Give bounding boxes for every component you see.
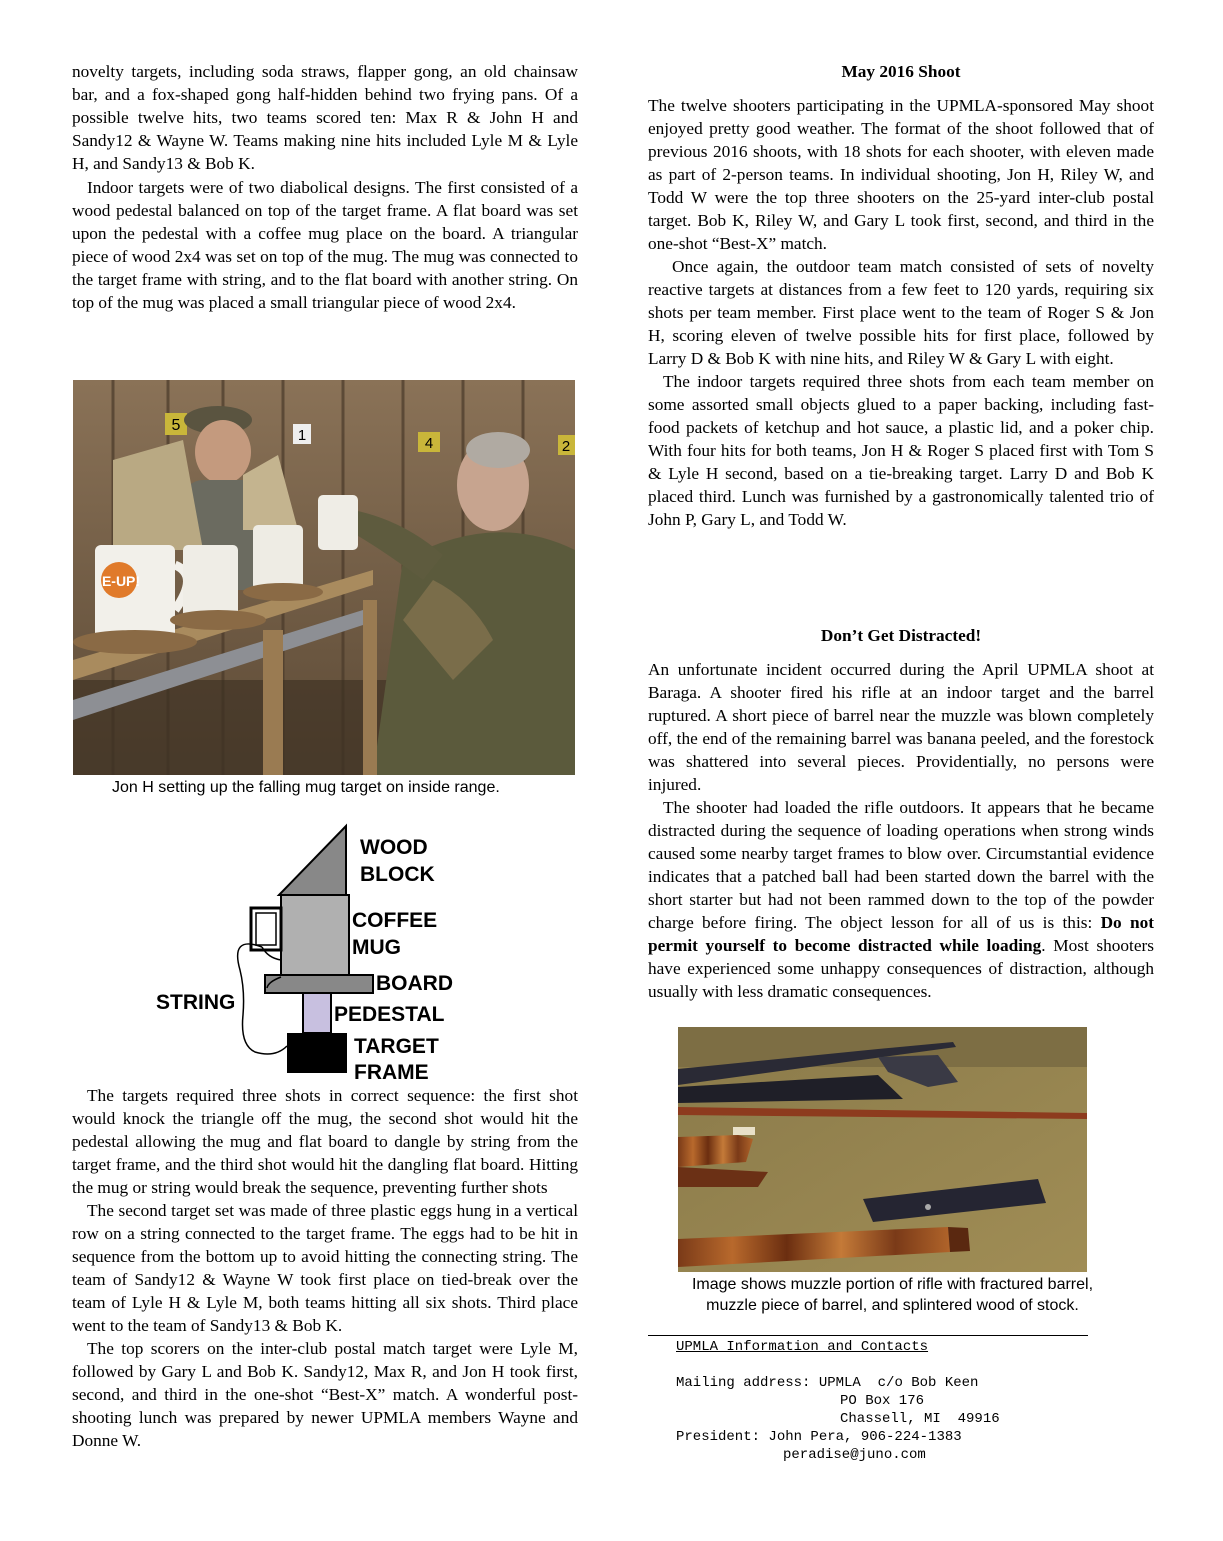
article-paragraph: The twelve shooters participating in the UPMLA-sponsored May shoot enjoyed pretty good weather. The format of the shoot followed that of previous 2016 shoots, with 18 shots for each shooter, with eleven made as part of 2-person teams. In individual shooting, Jon H, Riley W, and Todd W were the top three shooters on the 25-yard inter-club postal target. Bob K, Riley W, and Gary L took first, second, and third in the one-shot “Best-X” match. bbox=[648, 96, 1154, 253]
left-text-top bbox=[72, 60, 578, 314]
address-line: PO Box 176 bbox=[840, 1393, 925, 1409]
article-paragraph: Indoor targets were of two diabolical designs. The first consisted of a wood pedestal balanced on top of the target frame. A flat board was set upon the pedestal with a coffee mug place on the board. A triangular piece of wood 2x4 was set on top of the mug. The mug was connected to the target frame with string, and to the flat board with another string. On top of the mug was placed a small triangular piece of wood 2x4. bbox=[72, 178, 578, 312]
label-pedestal: PEDESTAL bbox=[334, 1003, 445, 1026]
mug-shape bbox=[281, 895, 349, 975]
caption-line: Image shows muzzle portion of rifle with fractured barrel, bbox=[691, 1276, 1094, 1293]
target-number: 1 bbox=[297, 427, 307, 444]
section-heading: Don’t Get Distracted! bbox=[820, 626, 982, 645]
contacts-title: UPMLA Information and Contacts bbox=[676, 1339, 929, 1355]
email-link[interactable]: peradise@juno.com bbox=[783, 1447, 926, 1463]
article-paragraph: The top scorers on the inter-club postal match target were Lyle M, followed by Gary L and Bob K. Sandy12, Max R, and Jon H took first, second, and third in the one-shot “Best-X” match. A wonderful post-shooting lunch was prepared by newer UPMLA members Wayne and Donne W. bbox=[72, 1339, 578, 1450]
paragraph-text: . Most shooters have experienced some unhappy consequences of distraction, although usually with less dramatic consequences. bbox=[648, 936, 1154, 1001]
target-number: 2 bbox=[561, 438, 571, 455]
article-paragraph: The second target set was made of three plastic eggs hung in a vertical row on a string connected to the target frame. The eggs had to be hit in sequence from the bottom up to avoid hitting the connecting string. The team of Sandy12 & Wayne W took first place on tied-break over the team of Lyle H & Lyle M, both teams hitting all six shots. Third place went to the team of Sandy13 & Bob K. bbox=[72, 1201, 578, 1335]
label-frame: FRAME bbox=[354, 1061, 429, 1084]
pedestal-shape bbox=[303, 993, 331, 1033]
range-photo-image bbox=[73, 380, 575, 775]
label-wood: WOOD bbox=[360, 836, 428, 859]
photo-caption: Jon H setting up the falling mug target on inside range. bbox=[112, 779, 500, 796]
wood-block-shape bbox=[279, 826, 346, 895]
bold-warning: Do not permit yourself to become distracted while loading bbox=[648, 913, 1154, 955]
target-diagram bbox=[150, 820, 470, 1085]
target-number: 5 bbox=[171, 417, 181, 434]
paragraph-text: The shooter had loaded the rifle outdoors. It appears that he became distracted during the sequence of loading operations when strong winds caused some nearby target frames to blow over. Circumstantial evidence indicates that a patched ball had been started down the barrel with the short starter but had not been rammed down to the top of the powder charge before firing. The object lesson for all of us is this: bbox=[648, 798, 1154, 932]
target-number: 4 bbox=[424, 435, 434, 452]
contacts-box bbox=[676, 1338, 1000, 1464]
article-paragraph: novelty targets, including soda straws, flapper gong, an old chainsaw bar, and a fox-shaped gong half-hidden behind two frying pans. Of a possible twelve hits, two teams scored ten: Max R & John H and Sandy12 & Wayne W. Teams making nine hits included Lyle M & Lyle H, and Sandy13 & Bob K. bbox=[72, 62, 578, 173]
label-board: BOARD bbox=[376, 972, 453, 995]
mailing-label: Mailing address: bbox=[676, 1375, 819, 1391]
article-paragraph bbox=[648, 796, 1154, 1003]
left-text-bottom bbox=[72, 1084, 578, 1452]
target-frame-shape bbox=[287, 1033, 347, 1073]
address-line: Chassell, MI 49916 bbox=[840, 1411, 1000, 1427]
president-contact: President: John Pera, 906-224-1383 bbox=[676, 1429, 962, 1445]
label-block: BLOCK bbox=[360, 863, 435, 886]
mug-handle-inner bbox=[256, 913, 276, 945]
photo-caption bbox=[645, 1274, 1140, 1316]
label-mug: MUG bbox=[352, 936, 401, 959]
contacts-divider bbox=[648, 1335, 1088, 1336]
article-paragraph: The targets required three shots in correct sequence: the first shot would knock the triangle off the mug, the second shot would hit the pedestal allowing the mug and flat board to dangle by string from the target frame, and the third shot would hit the dangling flat board. Hitting the mug or string would break the sequence, preventing further shots bbox=[72, 1086, 578, 1197]
target-diagram-svg bbox=[150, 820, 470, 1085]
label-target: TARGET bbox=[354, 1035, 439, 1058]
label-coffee: COFFEE bbox=[352, 909, 438, 932]
section-heading: May 2016 Shoot bbox=[841, 62, 961, 81]
right-text-2 bbox=[648, 624, 1154, 1003]
rifle-photo bbox=[678, 1027, 1087, 1272]
mailing-address bbox=[676, 1374, 1000, 1392]
caption-line: muzzle piece of barrel, and splintered wood of stock. bbox=[706, 1297, 1079, 1314]
range-photo bbox=[73, 380, 575, 775]
article-paragraph: An unfortunate incident occurred during the April UPMLA shoot at Baraga. A shooter fired his rifle at an indoor target and the barrel ruptured. A short piece of barrel near the muzzle was blown completely off, the end of the remaining barrel was banana peeled, and the forestock was shattered into several pieces. Providentially, no persons were injured. bbox=[648, 660, 1154, 794]
label-string: STRING bbox=[156, 991, 236, 1014]
article-paragraph: The indoor targets required three shots from each team member on some assorted small objects glued to a paper backing, including fast-food packets of ketchup and hot sauce, a plastic lid, and a poker chip. With four hits for both teams, Jon H & Roger S placed first with Tom S & Lyle H second, based on a tie-breaking target. Larry D and Bob K placed third. Lunch was furnished by a gastronomically talented trio of John P, Gary L, and Todd W. bbox=[648, 372, 1154, 529]
right-text bbox=[648, 60, 1154, 529]
rifle-photo-image bbox=[678, 1027, 1087, 1272]
article-paragraph: Once again, the outdoor team match consisted of sets of novelty reactive targets at distances from a few feet to 120 yards, requiring six shots per team member. First place went to the team of Roger S & Jon H, scoring eleven of twelve possible hits for first place, followed by Larry D & Bob K with nine hits, and Riley W & Gary L with eight. bbox=[648, 257, 1154, 368]
address-line: UPMLA c/o Bob Keen bbox=[818, 1375, 979, 1391]
mug-logo-text: E-UP! bbox=[101, 573, 141, 589]
